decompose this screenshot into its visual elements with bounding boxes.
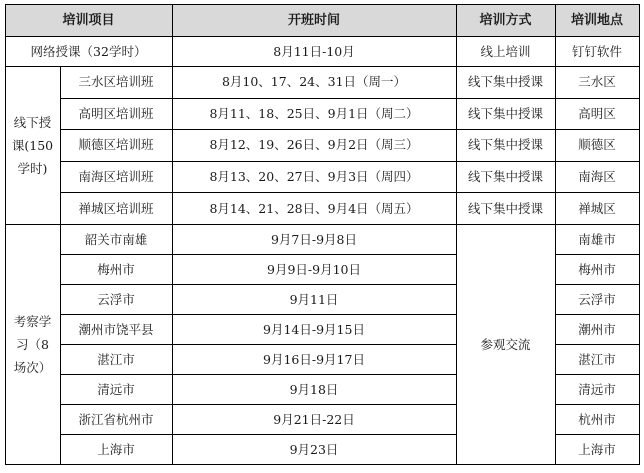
study-row-time: 9月23日 <box>289 441 339 457</box>
study-row-location: 上海市 <box>578 441 616 457</box>
table-rule <box>639 4 640 465</box>
table-rule <box>555 374 640 375</box>
study-row-name: 上海市 <box>97 441 135 457</box>
offline-row-method: 线下集中授课 <box>467 200 543 216</box>
table-rule <box>60 434 457 435</box>
offline-row-name: 顺德区培训班 <box>78 137 154 153</box>
table-rule <box>60 314 457 315</box>
table-rule <box>555 254 640 255</box>
study-group-label: 考察学习（8场次） <box>13 313 52 375</box>
offline-row-time: 8月12、19、26日、9月2日（周三） <box>209 137 419 153</box>
table-rule <box>60 284 457 285</box>
study-row-time: 9月9日-9月10日 <box>267 261 361 277</box>
study-row-name: 云浮市 <box>97 291 135 307</box>
offline-row-location: 南海区 <box>578 169 616 185</box>
offline-row-location: 三水区 <box>578 74 616 90</box>
table-rule <box>60 66 61 465</box>
study-row-time: 9月16日-9月17日 <box>263 351 365 367</box>
study-row-name: 梅州市 <box>97 261 135 277</box>
offline-row-name: 南海区培训班 <box>78 169 154 185</box>
table-rule <box>60 404 457 405</box>
study-row-name: 浙江省杭州市 <box>78 411 154 427</box>
offline-row-location: 禅城区 <box>578 200 616 216</box>
header-location: 培训地点 <box>555 4 639 36</box>
study-row-name: 湛江市 <box>97 351 135 367</box>
offline-group-label: 线下授课(150学时) <box>11 114 54 176</box>
table-rule <box>456 4 457 465</box>
study-row-name: 清远市 <box>97 381 135 397</box>
study-row-location: 清远市 <box>578 381 616 397</box>
online-location: 钉钉软件 <box>571 43 622 59</box>
table-rule <box>555 434 640 435</box>
table-rule <box>172 4 173 465</box>
table-rule <box>555 404 640 405</box>
table-rule <box>555 314 640 315</box>
study-row-time: 9月7日-9月8日 <box>270 231 358 247</box>
table-rule <box>60 374 457 375</box>
offline-row-time: 8月13、20、27日、9月3日（周四） <box>209 169 419 185</box>
online-time: 8月11日-10月 <box>273 43 355 59</box>
study-method: 参观交流 <box>480 336 531 352</box>
table-rule <box>60 98 640 99</box>
offline-row-time: 8月10、17、24、31日（周一） <box>221 74 407 90</box>
table-rule <box>60 161 640 162</box>
offline-row-time: 8月11、18、25日、9月1日（周二） <box>209 105 419 121</box>
offline-row-location: 顺德区 <box>578 137 616 153</box>
header-method: 培训方式 <box>456 4 555 36</box>
table-rule <box>60 129 640 130</box>
table-rule <box>555 344 640 345</box>
study-row-time: 9月14日-9月15日 <box>263 321 365 337</box>
table-rule <box>5 36 640 37</box>
offline-row-location: 高明区 <box>578 105 616 121</box>
table-rule <box>5 4 6 465</box>
study-row-location: 南雄市 <box>578 231 616 247</box>
offline-row-method: 线下集中授课 <box>467 137 543 153</box>
table-rule <box>5 464 640 465</box>
header-project: 培训项目 <box>5 4 172 36</box>
study-row-location: 湛江市 <box>578 351 616 367</box>
table-rule <box>555 284 640 285</box>
offline-row-name: 禅城区培训班 <box>78 200 154 216</box>
offline-row-time: 8月14、21、28日、9月4日（周五） <box>209 200 419 216</box>
offline-row-method: 线下集中授课 <box>467 169 543 185</box>
study-row-location: 梅州市 <box>578 261 616 277</box>
study-row-location: 云浮市 <box>578 291 616 307</box>
table-rule <box>555 4 556 465</box>
table-rule <box>60 192 640 193</box>
offline-row-name: 三水区培训班 <box>78 74 154 90</box>
header-time: 开班时间 <box>172 4 456 36</box>
study-row-time: 9月11日 <box>289 291 339 307</box>
study-row-location: 潮州市 <box>578 321 616 337</box>
study-row-name: 潮州市饶平县 <box>78 321 154 337</box>
study-row-name: 韶关市南雄 <box>84 231 148 247</box>
online-project: 网络授课（32学时） <box>30 43 147 59</box>
online-method: 线上培训 <box>480 43 531 59</box>
table-rule <box>60 254 457 255</box>
study-row-location: 杭州市 <box>578 411 616 427</box>
study-row-time: 9月18日 <box>289 381 339 397</box>
table-rule <box>5 224 640 225</box>
table-rule <box>5 4 640 5</box>
study-row-time: 9月21日-22日 <box>273 411 355 427</box>
offline-row-name: 高明区培训班 <box>78 105 154 121</box>
table-rule <box>60 344 457 345</box>
offline-row-method: 线下集中授课 <box>467 105 543 121</box>
table-rule <box>5 66 640 67</box>
offline-row-method: 线下集中授课 <box>467 74 543 90</box>
